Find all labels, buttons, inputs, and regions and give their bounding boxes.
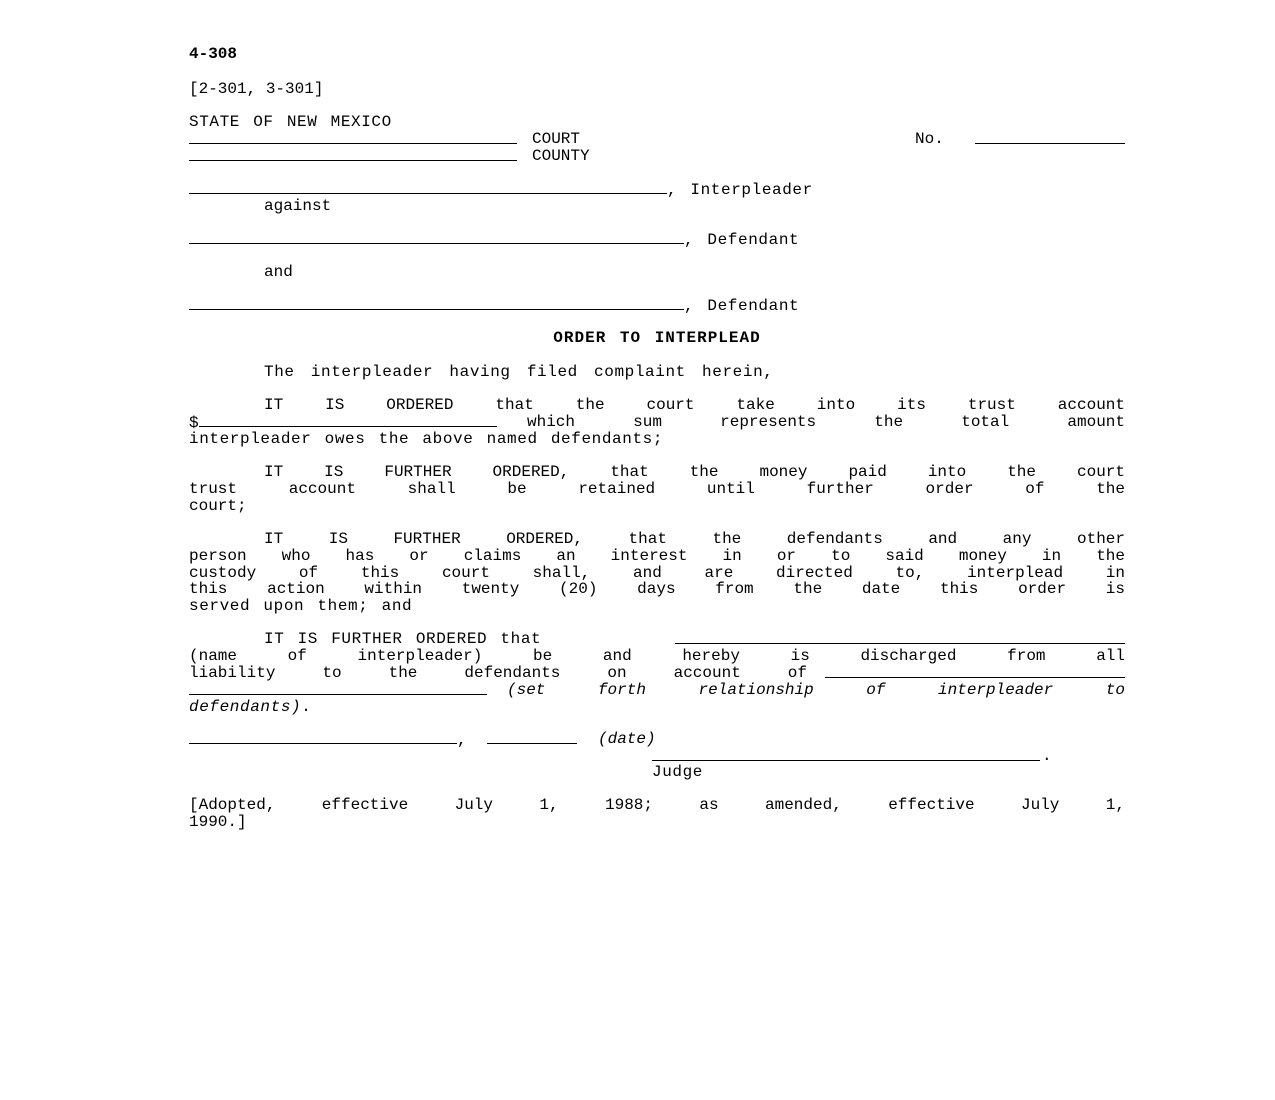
paragraph-trust-account: [189, 397, 1125, 448]
defendant-2-name-blank[interactable]: [189, 297, 684, 310]
p4-line-5: [189, 699, 1125, 716]
case-number-label: No.: [915, 130, 944, 148]
defendant-1-label: , Defendant: [684, 231, 800, 249]
state-heading: STATE OF NEW MEXICO: [189, 113, 392, 131]
p4-line-1: [189, 631, 1125, 648]
interpleader-name-blank[interactable]: [189, 181, 667, 194]
judge-signature-blank[interactable]: [652, 748, 1040, 761]
paragraph-interplead: [189, 531, 1125, 615]
interpleader-label: , Interpleader: [667, 181, 813, 199]
p4-line-1-text: IT IS FURTHER ORDERED that: [264, 630, 542, 648]
relationship-blank[interactable]: [189, 682, 487, 695]
and-label: and: [264, 263, 293, 281]
signature-period: .: [1042, 747, 1052, 765]
county-label: COUNTY: [532, 147, 590, 165]
p4-line-5-italic: defendants): [189, 697, 302, 716]
p4-line-2: (name of interpleader) be and hereby is discharged from all: [189, 647, 1125, 665]
against-label: against: [264, 197, 332, 215]
date-label: (date): [598, 730, 656, 748]
county-line: [189, 148, 1125, 166]
court-name-blank[interactable]: [189, 131, 517, 144]
form-number: 4-308: [189, 45, 238, 63]
defendant-line-1: [189, 231, 1125, 249]
p2-line-1: IT IS FURTHER ORDERED, that the money paid into the court: [264, 463, 1125, 481]
date-comma: ,: [457, 731, 467, 749]
p4-line-4-text: (set forth relationship of interpleader to: [507, 680, 1125, 699]
cross-reference: [2-301, 3-301]: [189, 80, 324, 98]
amount-blank[interactable]: [199, 414, 497, 427]
court-line: [189, 131, 1125, 149]
order-title: ORDER TO INTERPLEAD: [553, 329, 761, 347]
date-line: [189, 731, 1125, 749]
paragraph-discharge: [189, 631, 1125, 716]
p4-line-4: [189, 682, 1125, 699]
p2-line-3: court;: [189, 496, 247, 515]
p4-line-5-end: .: [301, 697, 311, 716]
p3-line-3: custody of this court shall, and are directed to, interplead in: [189, 563, 1125, 582]
dollar-sign: $: [189, 413, 199, 432]
recital: The interpleader having filed complaint herein,: [264, 363, 774, 381]
court-label: COURT: [532, 130, 581, 148]
case-number-blank[interactable]: [975, 131, 1125, 144]
p1-line-1: IT IS ORDERED that the court take into its trust account: [264, 396, 1125, 414]
judge-label: Judge: [652, 763, 704, 781]
p2-line-2: trust account shall be retained until further order of the: [189, 479, 1125, 498]
defendant-2-label: , Defendant: [684, 297, 800, 315]
p3-line-4: this action within twenty (20) days from the date this order is: [189, 580, 1125, 599]
history-note: [189, 797, 1125, 831]
interpleader-name-discharge-blank[interactable]: [675, 631, 1125, 644]
p1-line-3: interpleader owes the above named defendants;: [189, 429, 664, 448]
county-name-blank[interactable]: [189, 148, 517, 161]
history-line-1: [Adopted, effective July 1, 1988; as amended, effective July 1,: [189, 796, 1125, 814]
date-year-blank[interactable]: [487, 731, 577, 744]
defendant-1-name-blank[interactable]: [189, 231, 684, 244]
p1-line-2-text: which sum represents the total amount: [527, 412, 1125, 431]
defendant-line-2: [189, 297, 1125, 315]
p3-line-2: person who has or claims an interest in or to said money in the: [189, 546, 1125, 565]
date-month-day-blank[interactable]: [189, 731, 457, 744]
history-line-2: 1990.]: [189, 812, 247, 831]
paragraph-retained: [189, 464, 1125, 514]
account-of-blank[interactable]: [825, 665, 1125, 678]
p4-line-3-text: liability to the defendants on account of: [189, 663, 807, 682]
p3-line-5: served upon them; and: [189, 597, 413, 616]
p1-line-2: [189, 414, 1125, 431]
p3-line-1: IT IS FURTHER ORDERED, that the defendants and any other: [264, 530, 1125, 548]
p4-line-3: [189, 665, 1125, 682]
